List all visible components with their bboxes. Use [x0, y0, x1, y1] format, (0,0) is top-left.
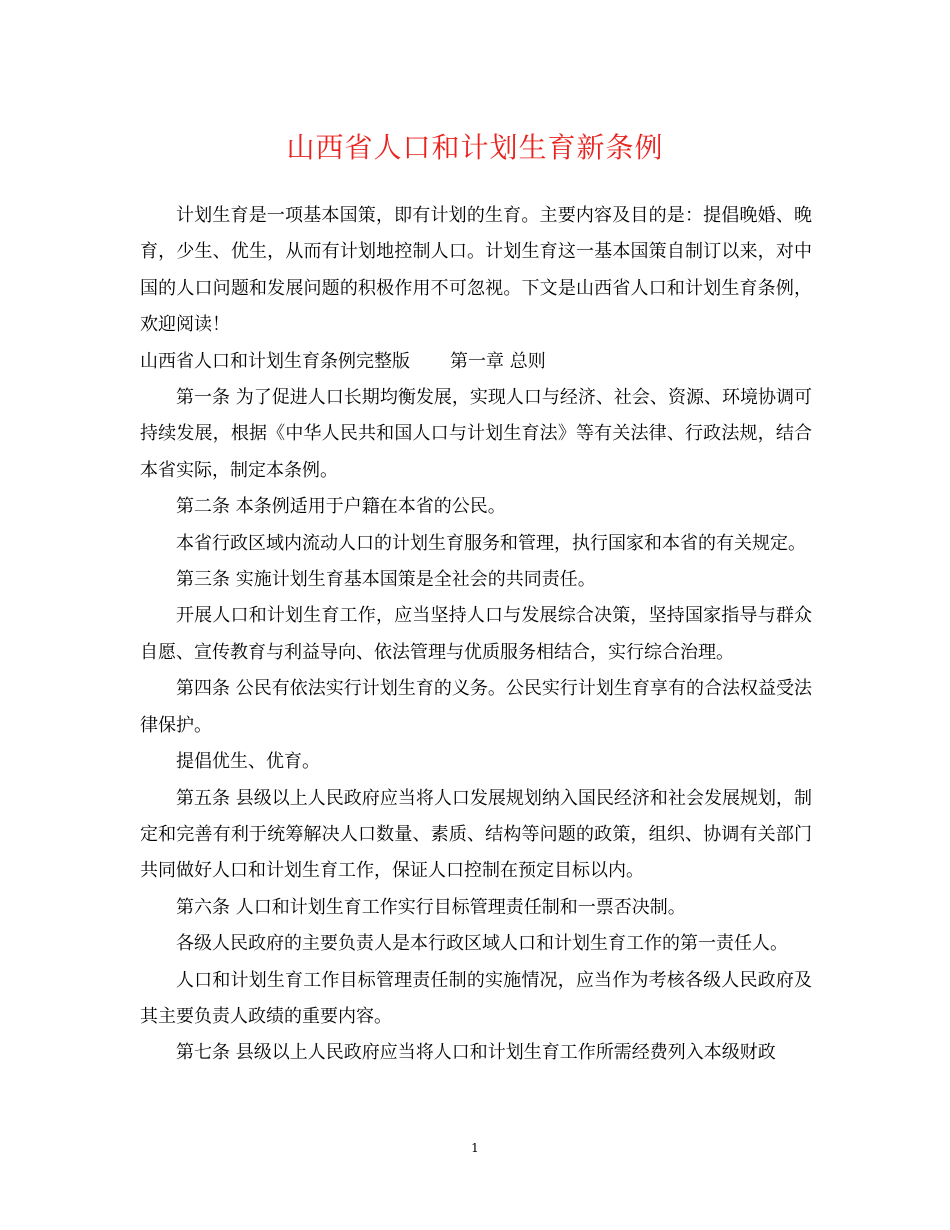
page-number: 1	[471, 1141, 479, 1155]
document-title: 山西省人口和计划生育新条例	[286, 131, 664, 164]
chapter-title: 第一章 总则	[450, 350, 546, 372]
article-4-detail-paragraph: 提倡优生、优育。	[176, 751, 320, 773]
article-1-paragraph: 第一条 为了促进人口长期均衡发展，实现人口与经济、社会、资源、环境协调可持续发展，根据《中华人民共和国人口与计划生育法》等有关法律、行政法规，结合本省实际，制定本条例。	[140, 387, 812, 481]
article-4-paragraph: 第四条 公民有依法实行计划生育的义务。公民实行计划生育享有的合法权益受法律保护。	[140, 678, 812, 736]
article-2-detail-paragraph: 本省行政区域内流动人口的计划生育服务和管理，执行国家和本省的有关规定。	[176, 532, 806, 554]
article-5-paragraph: 第五条 县级以上人民政府应当将人口发展规划纳入国民经济和社会发展规划，制定和完善有利于统筹解决人口数量、素质、结构等问题的政策，组织、协调有关部门共同做好人口和计划生育工作，保证人口控制在预定目标以内。	[140, 787, 812, 882]
article-2-paragraph: 第二条 本条例适用于户籍在本省的公民。	[176, 496, 506, 518]
article-6-assessment-paragraph: 人口和计划生育工作目标管理责任制的实施情况，应当作为考核各级人民政府及其主要负责人政绩的重要内容。	[140, 969, 812, 1027]
document-body	[140, 198, 812, 1072]
article-3-paragraph: 第三条 实施计划生育基本国策是全社会的共同责任。	[176, 569, 596, 591]
article-6-responsibility-paragraph: 各级人民政府的主要负责人是本行政区域人口和计划生育工作的第一责任人。	[176, 933, 788, 955]
article-7-paragraph: 第七条 县级以上人民政府应当将人口和计划生育工作所需经费列入本级财政	[176, 1042, 776, 1064]
chapter-heading-line	[140, 344, 812, 380]
intro-paragraph: 计划生育是一项基本国策，即有计划的生育。主要内容及目的是：提倡晚婚、晚育，少生、优生，从而有计划地控制人口。计划生育这一基本国策自制订以来，对中国的人口问题和发展问题的积极作用不可忽视。下文是山西省人口和计划生育条例，欢迎阅读！	[140, 205, 812, 336]
document-subtitle: 山西省人口和计划生育条例完整版	[140, 350, 410, 372]
article-3-detail-paragraph: 开展人口和计划生育工作，应当坚持人口与发展综合决策，坚持国家指导与群众自愿、宣传教育与利益导向、依法管理与优质服务相结合，实行综合治理。	[140, 605, 812, 663]
article-6-paragraph: 第六条 人口和计划生育工作实行目标管理责任制和一票否决制。	[176, 896, 686, 918]
